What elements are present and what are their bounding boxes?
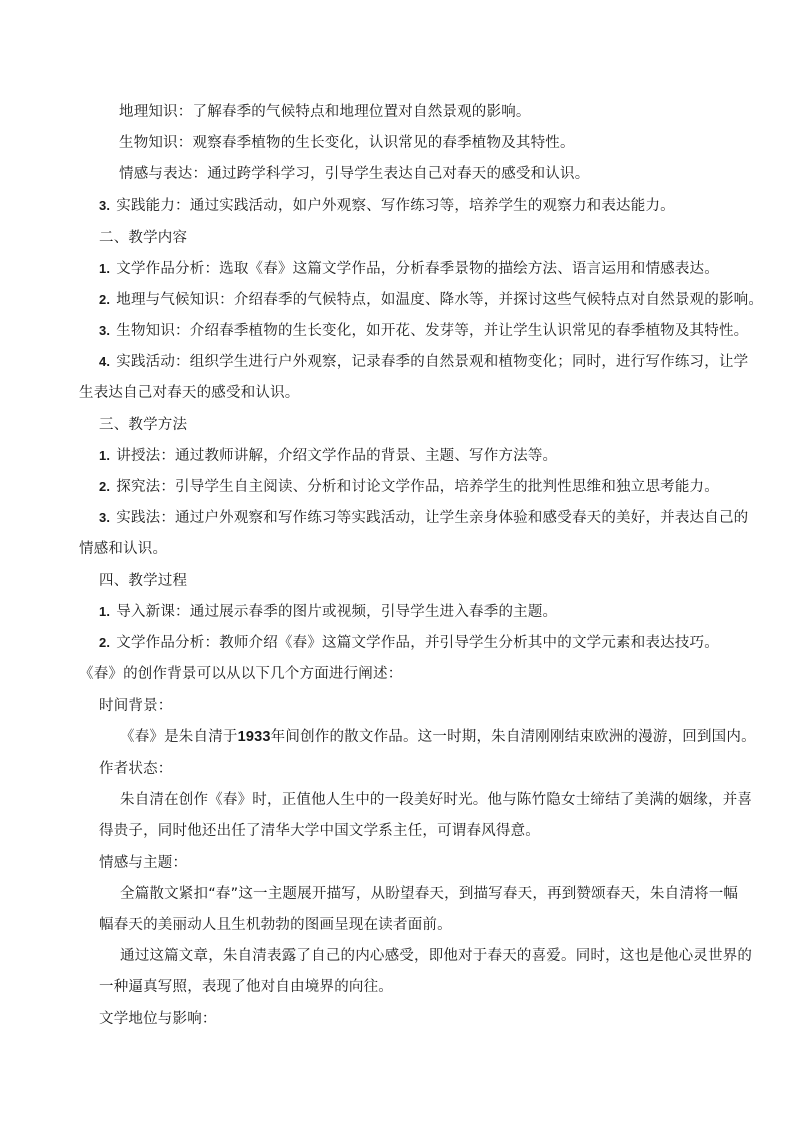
author-status-label: 作者状态：	[99, 761, 173, 777]
section-heading-content: 二、教学内容	[99, 230, 188, 246]
method-item-2	[99, 478, 719, 496]
process-item-1	[99, 603, 557, 621]
item-text: 实践法：通过户外观察和写作练习等实践活动，让学生亲身体验和感受春天的美好，并表达自己的	[116, 510, 749, 526]
objective-practice	[99, 197, 675, 215]
theme-label: 情感与主题：	[99, 855, 188, 871]
text-segment: 年间创作的散文作品。这一时期，朱自清刚刚结束欧洲的漫游，回到国内。	[270, 729, 756, 745]
item-number: 2.	[99, 635, 111, 650]
item-text: 讲授法：通过教师讲解，介绍文学作品的背景、主题、写作方法等。	[116, 448, 558, 464]
method-item-3	[99, 509, 748, 527]
time-background-text	[120, 728, 756, 746]
content-item-4-continued: 生表达自己对春天的感受和认识。	[79, 385, 300, 401]
item-text: 探究法：引导学生自主阅读、分析和讨论文学作品，培养学生的批判性思维和独立思考能力。	[116, 479, 719, 495]
content-item-2	[99, 291, 763, 309]
item-text: 文学作品分析：教师介绍《春》这篇文学作品，并引导学生分析其中的文学元素和表达技巧。	[116, 635, 719, 651]
literary-status-label: 文学地位与影响：	[99, 1011, 217, 1027]
item-text: 文学作品分析：选取《春》这篇文学作品，分析春季景物的描绘方法、语言运用和情感表达。	[116, 261, 719, 277]
method-item-1	[99, 447, 557, 465]
objective-emotion: 情感与表达：通过跨学科学习，引导学生表达自己对春天的感受和认识。	[119, 166, 590, 182]
item-number: 4.	[99, 354, 111, 369]
theme-text-2: 幅春天的美丽动人且生机勃勃的图画呈现在读者面前。	[99, 917, 452, 933]
author-status-text-2: 得贵子，同时他还出任了清华大学中国文学系主任，可谓春风得意。	[99, 823, 540, 839]
author-status-text-1: 朱自清在创作《春》时，正值他人生中的一段美好时光。他与陈竹隐女士缔结了美满的姻缘，并喜	[120, 792, 753, 808]
item-text: 导入新课：通过展示春季的图片或视频，引导学生进入春季的主题。	[116, 604, 558, 620]
item-number: 3.	[99, 323, 111, 338]
objective-biology: 生物知识：观察春季植物的生长变化，认识常见的春季植物及其特性。	[119, 135, 575, 151]
section-heading-methods: 三、教学方法	[99, 417, 188, 433]
time-background-label: 时间背景：	[99, 698, 173, 714]
theme-text-4: 一种逼真写照，表现了他对自由境界的向往。	[99, 979, 393, 995]
content-item-3	[99, 322, 748, 340]
item-number: 2.	[99, 479, 111, 494]
content-item-4	[99, 353, 748, 371]
item-number: 2.	[99, 292, 111, 307]
content-item-1	[99, 260, 719, 278]
item-number: 3.	[99, 198, 111, 213]
year-value: 1933	[237, 729, 271, 745]
item-number: 1.	[99, 448, 111, 463]
item-number: 1.	[99, 261, 111, 276]
item-text: 实践活动：组织学生进行户外观察，记录春季的自然景观和植物变化；同时，进行写作练习，让学	[116, 354, 749, 370]
item-text: 生物知识：介绍春季植物的生长变化，如开花、发芽等，并让学生认识常见的春季植物及其特性。	[116, 323, 749, 339]
item-number: 1.	[99, 604, 111, 619]
text-segment: 《春》是朱自清于	[120, 729, 238, 745]
item-number: 3.	[99, 510, 111, 525]
objective-geography: 地理知识：了解春季的气候特点和地理位置对自然景观的影响。	[119, 104, 531, 120]
background-intro: 《春》的创作背景可以从以下几个方面进行阐述：	[79, 666, 403, 682]
theme-text-3: 通过这篇文章，朱自清表露了自己的内心感受，即他对于春天的喜爱。同时，这也是他心灵世界的	[120, 948, 753, 964]
item-text: 地理与气候知识：介绍春季的气候特点，如温度、降水等，并探讨这些气候特点对自然景观的影响。	[116, 292, 764, 308]
item-text: 实践能力：通过实践活动，如户外观察、写作练习等，培养学生的观察力和表达能力。	[116, 198, 675, 214]
section-heading-process: 四、教学过程	[99, 573, 188, 589]
theme-text-1: 全篇散文紧扣“春”这一主题展开描写，从盼望春天，到描写春天，再到赞颂春天，朱自清将一幅	[120, 886, 739, 902]
process-item-2	[99, 634, 719, 652]
method-item-3-continued: 情感和认识。	[79, 541, 168, 557]
